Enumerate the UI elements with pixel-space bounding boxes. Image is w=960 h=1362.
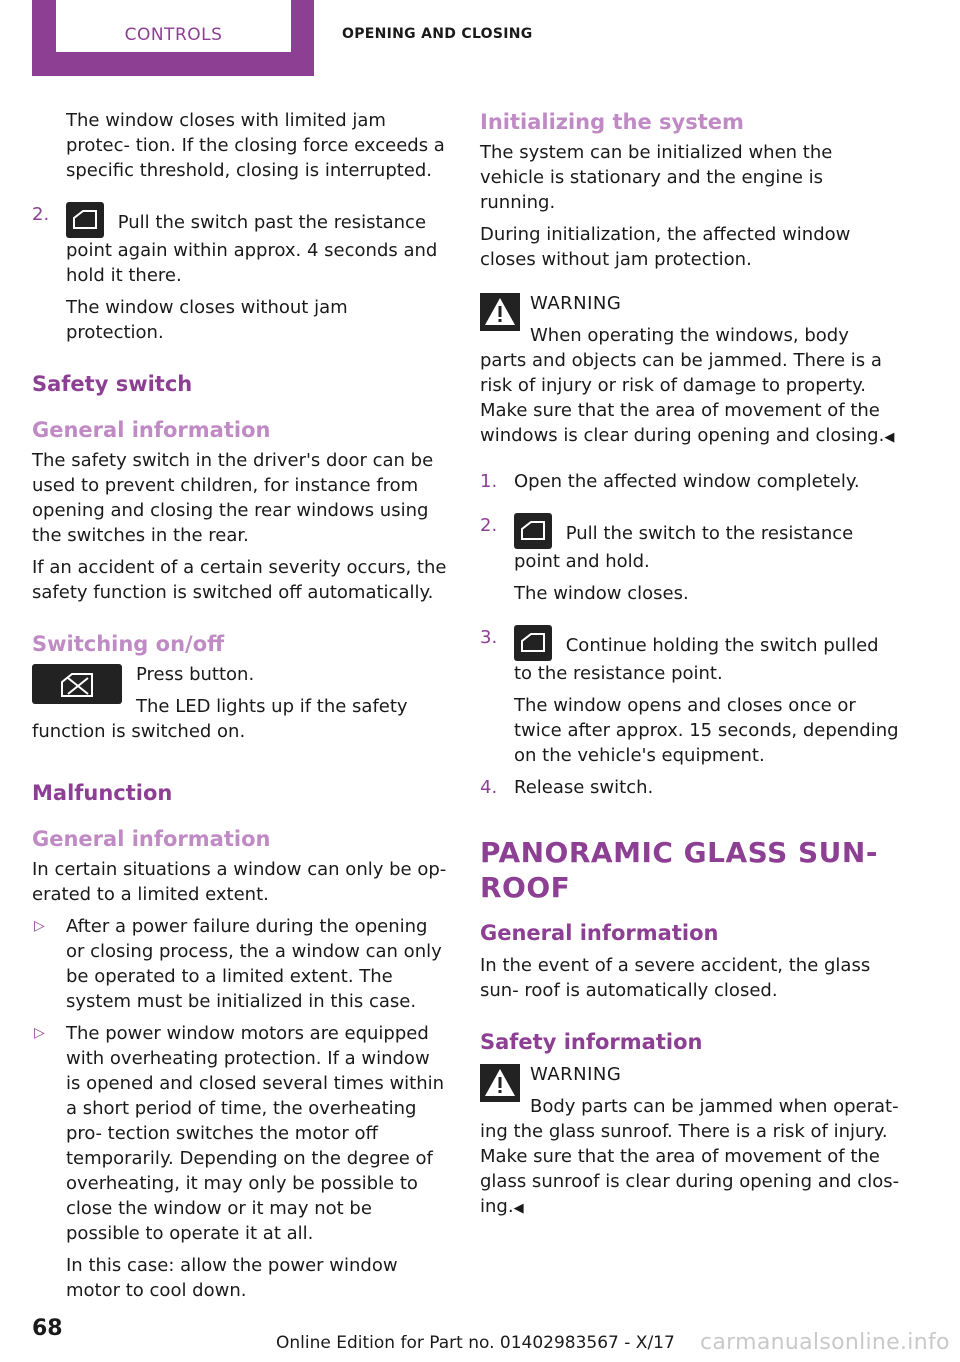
- step-item: [480, 625, 900, 768]
- step-text: Pull the switch to the resistance point and hold.: [514, 523, 854, 572]
- heading-panoramic-sunroof: [480, 835, 900, 905]
- step-text: Continue holding the switch pulled to the resistance point.: [514, 635, 879, 684]
- step-result: The window closes.: [514, 583, 689, 604]
- heading-safety-information: Safety information: [480, 1030, 703, 1054]
- step-number: 2.: [32, 204, 50, 225]
- general-paragraph-1: The safety switch in the driver's door can be used to prevent children, for instance from opening and closing the rear windows using the switches in the rear.: [32, 450, 434, 546]
- warning-triangle-icon: [480, 1064, 520, 1102]
- heading-switching-on-off: Switching on/off: [32, 632, 225, 656]
- bullet-marker: ▷: [34, 918, 45, 934]
- bullet-text: The power window motors are equipped with overheating protection. If a window is opened and closed several times within a short period of time, the overheating pro‐ tection switches the motor off temporarily. Depending on the degree of overheating, it may only be possible to close the window or it may not be possible to operate it at all.: [66, 1023, 445, 1244]
- step-number: 3.: [480, 627, 498, 648]
- window-switch-icon: [66, 202, 104, 238]
- heading-line-1: PANORAMIC GLASS SUN‐: [480, 836, 878, 869]
- init-paragraph-1: The system can be initialized when the vehicle is stationary and the engine is running.: [480, 142, 833, 213]
- right-column: [480, 108, 900, 1228]
- onoff-paragraph-1: Press button.: [136, 664, 255, 685]
- page-number: 68: [32, 1316, 63, 1341]
- step-text: Open the affected window completely.: [514, 471, 860, 492]
- left-column: [32, 108, 448, 1310]
- step-number: 2.: [480, 515, 498, 536]
- step-item: [480, 469, 900, 494]
- general-paragraph-2: If an accident of a certain severity occurs, the safety function is switched off automatically.: [32, 557, 447, 603]
- warning-label: WARNING: [530, 1064, 622, 1085]
- step-result: The window opens and closes once or twice after approx. 15 seconds, depending on the vehicle's equipment.: [514, 695, 899, 766]
- end-mark: ◀: [884, 430, 895, 445]
- step-result: The window closes without jam protection.: [66, 297, 348, 343]
- intro-paragraph: The window closes with limited jam protec‐ tion. If the closing force exceeds a specific threshold, closing is interrupted.: [66, 110, 445, 181]
- end-mark: ◀: [513, 1201, 524, 1216]
- list-item: [32, 1021, 448, 1303]
- heading-general-information: General information: [32, 418, 271, 442]
- warning-label: WARNING: [530, 293, 622, 314]
- list-item: [32, 914, 448, 1014]
- heading-malfunction: Malfunction: [32, 781, 173, 805]
- bullet-text: After a power failure during the opening or closing process, the a window can only be operated to a limited extent. The system must be initialized in this case.: [66, 916, 442, 1012]
- malfunction-paragraph: In certain situations a window can only be op‐ erated to a limited extent.: [32, 859, 447, 905]
- init-paragraph-2: During initialization, the affected window closes without jam protection.: [480, 224, 851, 270]
- header-tab-controls: CONTROLS: [56, 0, 291, 52]
- heading-initializing: Initializing the system: [480, 110, 744, 134]
- edition-text: Online Edition for Part no. 01402983567 - X/17: [276, 1333, 675, 1353]
- warning-text: Body parts can be jammed when operat‐ ing the glass sunroof. There is a risk of injury. Make sure that the area of movement of the glass sunroof is clear during opening and clos‐ ing.: [480, 1096, 900, 1217]
- step-number: 1.: [480, 471, 498, 492]
- watermark: carmanualsonline.info: [700, 1330, 950, 1355]
- onoff-paragraph-2: The LED lights up if the safety function is switched on.: [32, 696, 408, 742]
- warning-triangle-icon: [480, 293, 520, 331]
- onoff-block: [32, 662, 448, 744]
- warning-text: When operating the windows, body parts and objects can be jammed. There is a risk of injury or risk of damage to property. Make sure that the area of movement of the windows is clear during opening and closing.: [480, 325, 885, 446]
- safety-switch-icon: [32, 664, 122, 704]
- heading-line-2: ROOF: [480, 871, 571, 904]
- step-item: [480, 513, 900, 606]
- bullet-marker: ▷: [34, 1025, 45, 1041]
- heading-sunroof-general: General information: [480, 921, 719, 945]
- step-item: [480, 775, 900, 800]
- step-text: Pull the switch past the resistance point again within approx. 4 seconds and hold it there.: [66, 212, 438, 286]
- step-item: [32, 202, 448, 345]
- window-switch-icon: [514, 513, 552, 549]
- heading-malfunction-general: General information: [32, 827, 271, 851]
- sunroof-general-paragraph: In the event of a severe accident, the glass sun‐ roof is automatically closed.: [480, 955, 871, 1001]
- header-section-title: OPENING AND CLOSING: [342, 26, 533, 42]
- window-switch-icon: [514, 625, 552, 661]
- bullet-continuation: In this case: allow the power window motor to cool down.: [66, 1255, 398, 1301]
- step-text: Release switch.: [514, 777, 654, 798]
- warning-box: [480, 1062, 900, 1221]
- warning-box: [480, 291, 900, 450]
- heading-safety-switch: Safety switch: [32, 372, 193, 396]
- step-number: 4.: [480, 777, 498, 798]
